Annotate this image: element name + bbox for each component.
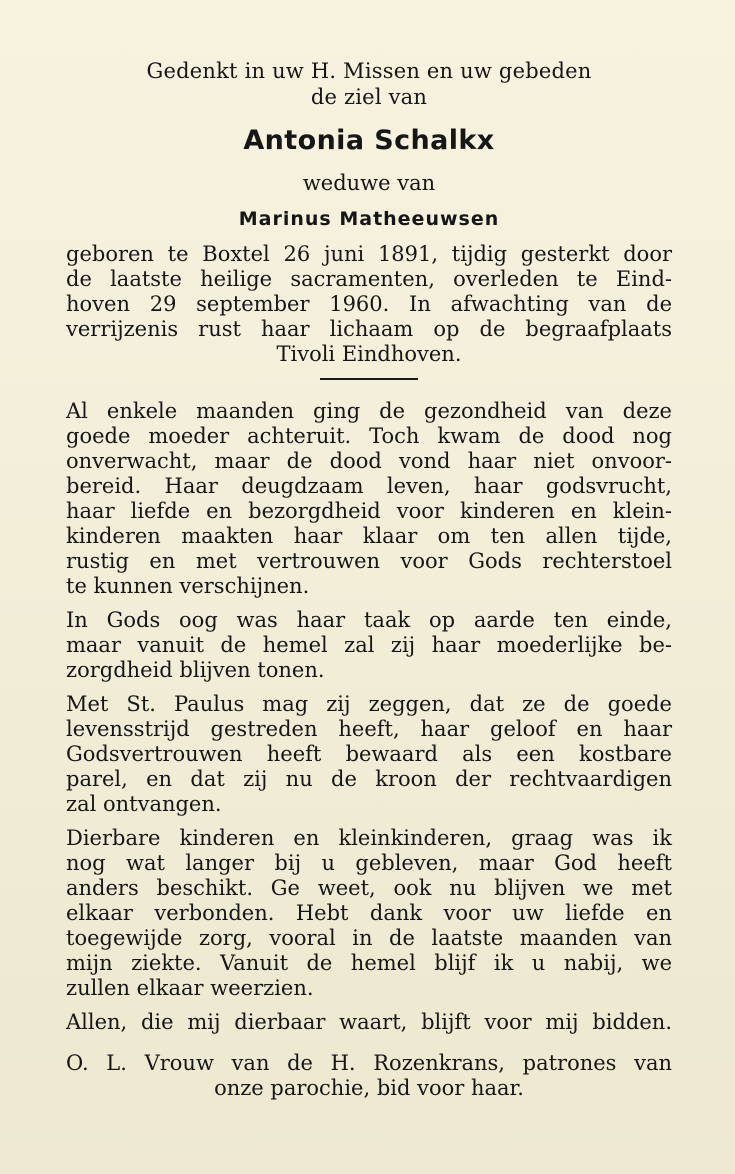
bio-line: geboren te Boxtel 26 juni 1891, tijdig gesterkt door <box>66 242 672 266</box>
paragraph-line: anders beschikt. Ge weet, ook nu blijven we met <box>66 876 672 900</box>
paragraph-line: toegewijde zorg, vooral in de laatste maanden van <box>66 926 672 950</box>
prayer-paragraph <box>66 1051 672 1101</box>
paragraph-2 <box>66 608 672 683</box>
bio-line: verrijzenis rust haar lichaam op de begraafplaats <box>66 317 672 341</box>
paragraph-line: maar vanuit de hemel zal zij haar moederlijke be- <box>66 633 672 657</box>
intro-text <box>66 58 672 110</box>
relation-text: weduwe van <box>302 171 436 195</box>
paragraph-1 <box>66 399 672 599</box>
paragraph-line: goede moeder achteruit. Toch kwam de dood nog <box>66 424 672 448</box>
spouse-name: Marinus Matheeuwsen <box>238 208 500 230</box>
paragraph-line: haar liefde en bezorgdheid voor kinderen en klein- <box>66 499 672 523</box>
bio-line: Tivoli Eindhoven. <box>276 342 462 366</box>
paragraph-line: levensstrijd gestreden heeft, haar geloof en haar <box>66 717 672 741</box>
intro-line-2: de ziel van <box>310 85 428 109</box>
paragraph-line: Godsvertrouwen heeft bewaard als een kostbare <box>66 742 672 766</box>
paragraph-line: bereid. Haar deugdzaam leven, haar godsvrucht, <box>66 474 672 498</box>
paragraph-line: kinderen maakten haar klaar om ten allen tijde, <box>66 524 672 548</box>
paragraph-line: rustig en met vertrouwen voor Gods rechterstoel <box>66 549 672 573</box>
paragraph-line: te kunnen verschijnen. <box>66 574 310 598</box>
paragraph-line: onverwacht, maar de dood vond haar niet onvoor- <box>66 449 672 473</box>
bio-line: hoven 29 september 1960. In afwachting van de <box>66 292 672 316</box>
paragraph-line: zorgdheid blijven tonen. <box>66 658 325 682</box>
prayer-line: onze parochie, bid voor haar. <box>214 1076 524 1100</box>
paragraph-line: zullen elkaar weerzien. <box>66 976 314 1000</box>
paragraph-line: Allen, die mij dierbaar waart, blijft voor mij bidden. <box>66 1010 672 1034</box>
paragraph-line: nog wat langer bij u gebleven, maar God heeft <box>66 851 672 875</box>
paragraph-line: In Gods oog was haar taak op aarde ten einde, <box>66 608 672 632</box>
paragraph-4 <box>66 826 672 1001</box>
paragraph-line: Al enkele maanden ging de gezondheid van deze <box>66 399 672 423</box>
deceased-name: Antonia Schalkx <box>243 125 495 156</box>
paragraph-line: zal ontvangen. <box>66 792 222 816</box>
paragraph-line: Met St. Paulus mag zij zeggen, dat ze de goede <box>66 692 672 716</box>
paragraph-5 <box>66 1010 672 1035</box>
paragraph-line: Dierbare kinderen en kleinkinderen, graag was ik <box>66 826 672 850</box>
card-content <box>66 58 672 1110</box>
bio-line: de laatste heilige sacramenten, overleden te Eind- <box>66 267 672 291</box>
paragraph-line: elkaar verbonden. Hebt dank voor uw liefde en <box>66 901 672 925</box>
separator-rule <box>320 378 418 380</box>
paragraph-line: mijn ziekte. Vanuit de hemel blijf ik u nabij, we <box>66 951 672 975</box>
paragraph-line: parel, en dat zij nu de kroon der rechtvaardigen <box>66 767 672 791</box>
bio-paragraph <box>66 242 672 367</box>
paragraph-3 <box>66 692 672 817</box>
intro-line-1: Gedenkt in uw H. Missen en uw gebeden <box>146 59 592 83</box>
prayer-line: O. L. Vrouw van de H. Rozenkrans, patrones van <box>66 1051 672 1075</box>
